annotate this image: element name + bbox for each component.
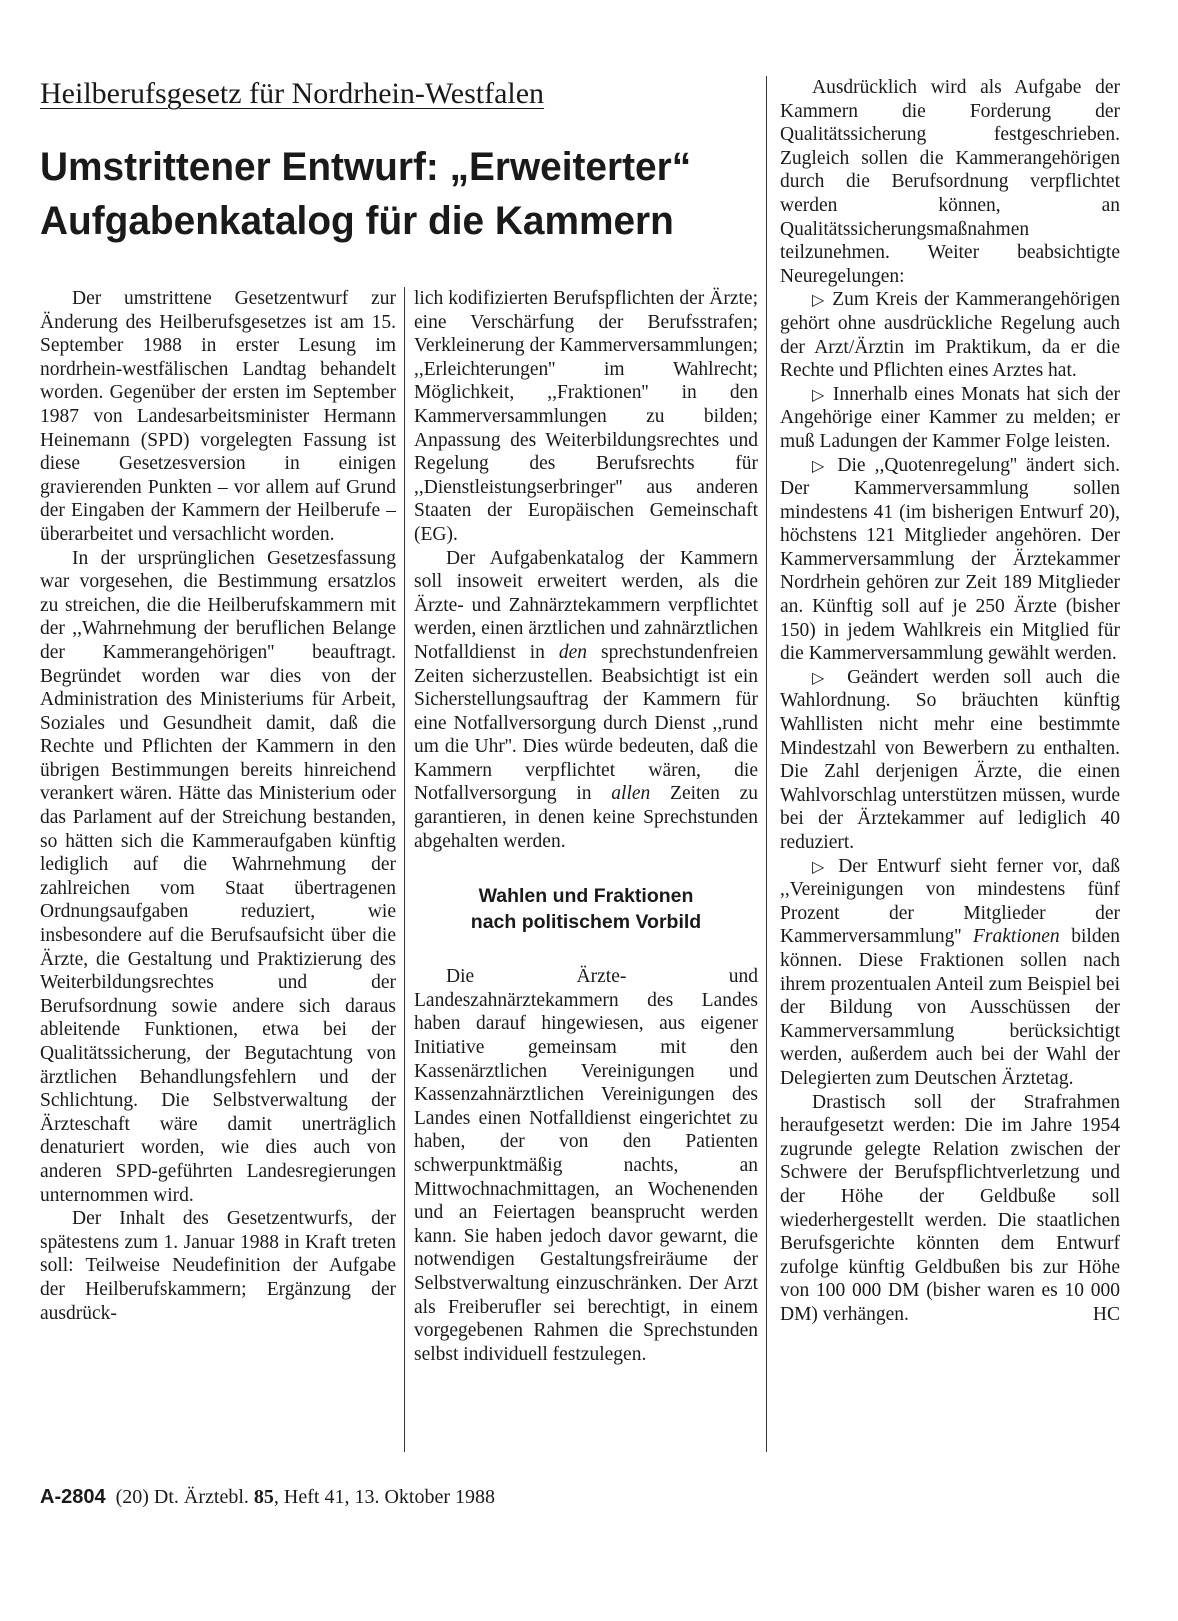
emphasis-text: allen [611,783,651,805]
paragraph: Der Inhalt des Gesetzentwurfs, der spätestens zum 1. Januar 1988 in Kraft treten soll: Teilweise Neudefinition der Aufgabe der Heilberufskammern; Ergänzung der ausdrück- [40,1208,396,1324]
headline-line-2: Aufgabenkatalog für die Kammern [40,199,674,243]
paragraph: Der umstrittene Gesetzentwurf zur Änderung des Heilberufsgesetzes ist am 15. September 1988 in erster Lesung im nordrhein-westfälischen Landtag behandelt worden. Gegenüber der ersten im September 1987 von Landesarbeitsminister Hermann Heinemann (SPD) vorgelegten Fassung ist diese Gesetzesversion in einigen gravierenden Punkten – vor allem auf Grund der Eingaben der Kammern der Heilberufe – überarbeitet und versachlicht worden. [40,288,396,545]
paragraph: Die Ärzte- und Landeszahnärztekammern des Landes haben darauf hingewiesen, aus eigener Initiative gemeinsam mit den Kassenärztlichen Vereinigungen und Kassenzahnärztlichen Vereinigungen des Landes einen Notfalldienst eingerichtet zu haben, der von den Patienten schwerpunktmäßig nachts, an Mittwochnachmittagen, an Wochenenden und an Feiertagen beansprucht werden kann. Sie haben jedoch davor gewarnt, die notwendigen Gestaltungsfreiräume der Selbstverwaltung einzuschränken. Der Arzt als Freiberufler sei berechtigt, in einem vorgegebenen Rahmen die Sprechstunden selbst individuell festzulegen. [414,966,758,1365]
triangle-bullet-icon: ▷ [812,856,829,876]
column-rule-2 [766,76,767,1452]
paragraph-text: Drastisch soll der Strafrahmen heraufgesetzt werden: Die im Jahre 1954 zugrunde gelegte Relation zwischen der Schwere der Berufspflichtverletzung und der Höhe der Geldbuße soll wiederhergestellt werden. Die staatlichen Berufsgerichte könnten dem Entwurf zufolge künftig Geldbußen bis zur Höhe von 100 000 DM (bisher waren es 10 000 DM) verhängen. [780,1091,1120,1325]
paragraph: lich kodifizierten Berufspflichten der Ärzte; eine Verschärfung der Berufsstrafen; Verkleinerung der Kammerversammlungen; ,,Erleichterungen'' im Wahlrecht; Möglichkeit, ,,Fraktionen'' in den Kammerversammlungen zu bilden; Anpassung des Weiterbildungsrechtes und Regelung des Berufsrechts für ,,Dienstleistungserbringer'' aus anderen Staaten der Europäischen Gemeinschaft (EG). [414,288,758,545]
volume-number: 85 [253,1486,274,1508]
text-column-1 [40,287,396,1459]
bullet-paragraph [780,855,1120,1091]
paragraph-text: Der Aufgabenkatalog der Kammern soll insoweit erweitert werden, als die Ärzte- und Zahnärztekammern verpflichtet werden, einen ärztlichen und zahnärztlichen Notfalldienst in [414,547,758,663]
paragraph-text: Innerhalb eines Monats hat sich der Angehörige einer Kammer zu melden; er muß Ladungen der Kammer Folge leisten. [780,383,1120,452]
emphasis-text: den [558,641,588,663]
paragraph-text: Geändert werden soll auch die Wahlordnung. So bräuchten künftig Wahllisten nicht mehr eine bestimmte Mindestzahl von Bewerbern zu enthalten. Die Zahl derjenigen Ärzte, die einen Wahlvorschlag unterstützen müssen, wurde bei der Ärztekammer auf lediglich 40 reduziert. [780,666,1120,853]
triangle-bullet-icon: ▷ [812,290,826,310]
subheading-line-2: nach politischem Vorbild [470,911,702,934]
triangle-bullet-icon: ▷ [812,455,829,475]
issue-info: (20) Dt. Ärztebl. [115,1486,254,1508]
paragraph-text: Die ,,Quotenregelung'' ändert sich. Der Kammerversammlung sollen mindestens 41 (im bisherigen Entwurf 20), höchstens 121 Mitglieder angehören. Der Kammerversammlung der Ärztekammer Nordrhein gehören zur Zeit 189 Mitglieder an. Künftig soll auf je 250 Ärzte (bisher 150) in jedem Wahlkreis ein Mitglied für die Kammerversammlung gewählt werden. [780,454,1120,665]
column-rule-1 [404,287,405,1452]
emphasis-text: Fraktionen [973,926,1060,948]
headline-line-1: Umstrittener Entwurf: „Erweiterter“ [40,145,692,189]
paragraph-text: sprechstundenfreien Zeiten sicherzustellen. Beabsichtigt ist ein Sicherstellungsauftrag der Kammern für eine Notfallversorgung durch Dienst ,,rund um die Uhr''. Dies würde bedeuten, daß die Kammern verpflichtet wären, die Notfallversorgung in [414,641,758,805]
triangle-bullet-icon: ▷ [812,384,827,404]
bullet-paragraph [780,383,1120,454]
page-number: A-2804 [40,1486,106,1508]
paragraph [414,547,758,854]
text-column-3 [780,76,1120,1456]
author-signature: HC [1092,1303,1120,1325]
text-column-2 [414,287,758,1459]
paragraph [780,1091,1120,1327]
paragraph: Ausdrücklich wird als Aufgabe der Kammern die Forderung der Qualitätssicherung festgeschrieben. Zugleich sollen die Kammerangehörigen durch die Berufsordnung verpflichtet werden können, an Qualitätssicherungsmaßnahmen teilzunehmen. Weiter beabsichtigte Neuregelungen: [780,77,1120,287]
paragraph-text: Zum Kreis der Kammerangehörigen gehört ohne ausdrückliche Regelung auch der Arzt/Ärztin im Praktikum, da er die Rechte und Pflichten eines Arztes hat. [780,289,1120,382]
paragraph-text: Zeiten zu garantieren, in denen keine Sprechstunden abgehalten werden. [414,783,758,852]
paragraph: In der ursprünglichen Gesetzesfassung war vorgesehen, die Bestimmung ersatzlos zu streichen, die die Heilberufskammern mit der ,,Wahrnehmung der beruflichen Belange der Kammerangehörigen'' beauftragt. Begründet worden war dies von der Administration des Ministeriums für Arbeit, Soziales und Gesundheit damit, daß die Rechte und Pflichten der Kammern in den übrigen Bestimmungen bereits hinreichend verankert wären. Hätte das Ministerium oder das Parlament auf der Streichung bestanden, so hätten sich die Kammeraufgaben künftig lediglich auf die Wahrnehmung der zahlreichen vom Staat übertragenen Ordnungsaufgaben reduziert, wie insbesondere auf die Berufsaufsicht über die Ärzte, die Gestaltung und Praktizierung des Weiterbildungsrechtes und der Berufsordnung sowie andere sich daraus ableitende Funktionen, etwa bei der Qualitätssicherung, der Begutachtung von ärztlichen Behandlungsfehlern und der Schlichtung. Die Selbstverwaltung der Ärzteschaft wäre damit unerträglich denaturiert worden, wie dies auch von anderen SPD-geführten Landesregierungen unternommen wird. [40,547,396,1206]
bullet-paragraph [780,454,1120,666]
paragraph-text: Der Entwurf sieht ferner vor, daß ,,Vereinigungen von mindestens fünf Prozent der Mitglieder der Kammerversammlung'' [780,855,1120,948]
issue-date: , Heft 41, 13. Oktober 1988 [273,1486,495,1508]
article-kicker: Heilberufsgesetz für Nordrhein-Westfalen [40,77,545,110]
section-subheading [414,883,758,935]
bullet-paragraph [780,288,1120,382]
paragraph-text: bilden können. Diese Fraktionen sollen nach ihrem prozentualen Anteil zum Beispiel bei der Bildung von Ausschüssen der Kammerversammlung berücksichtigt werden, außerdem auch bei der Wahl der Delegierten zum Deutschen Ärztetag. [780,926,1120,1089]
page-footer [40,1484,495,1510]
triangle-bullet-icon: ▷ [812,667,834,687]
subheading-line-1: Wahlen und Fraktionen [478,885,694,908]
bullet-paragraph [780,666,1120,855]
article-headline [40,140,740,248]
